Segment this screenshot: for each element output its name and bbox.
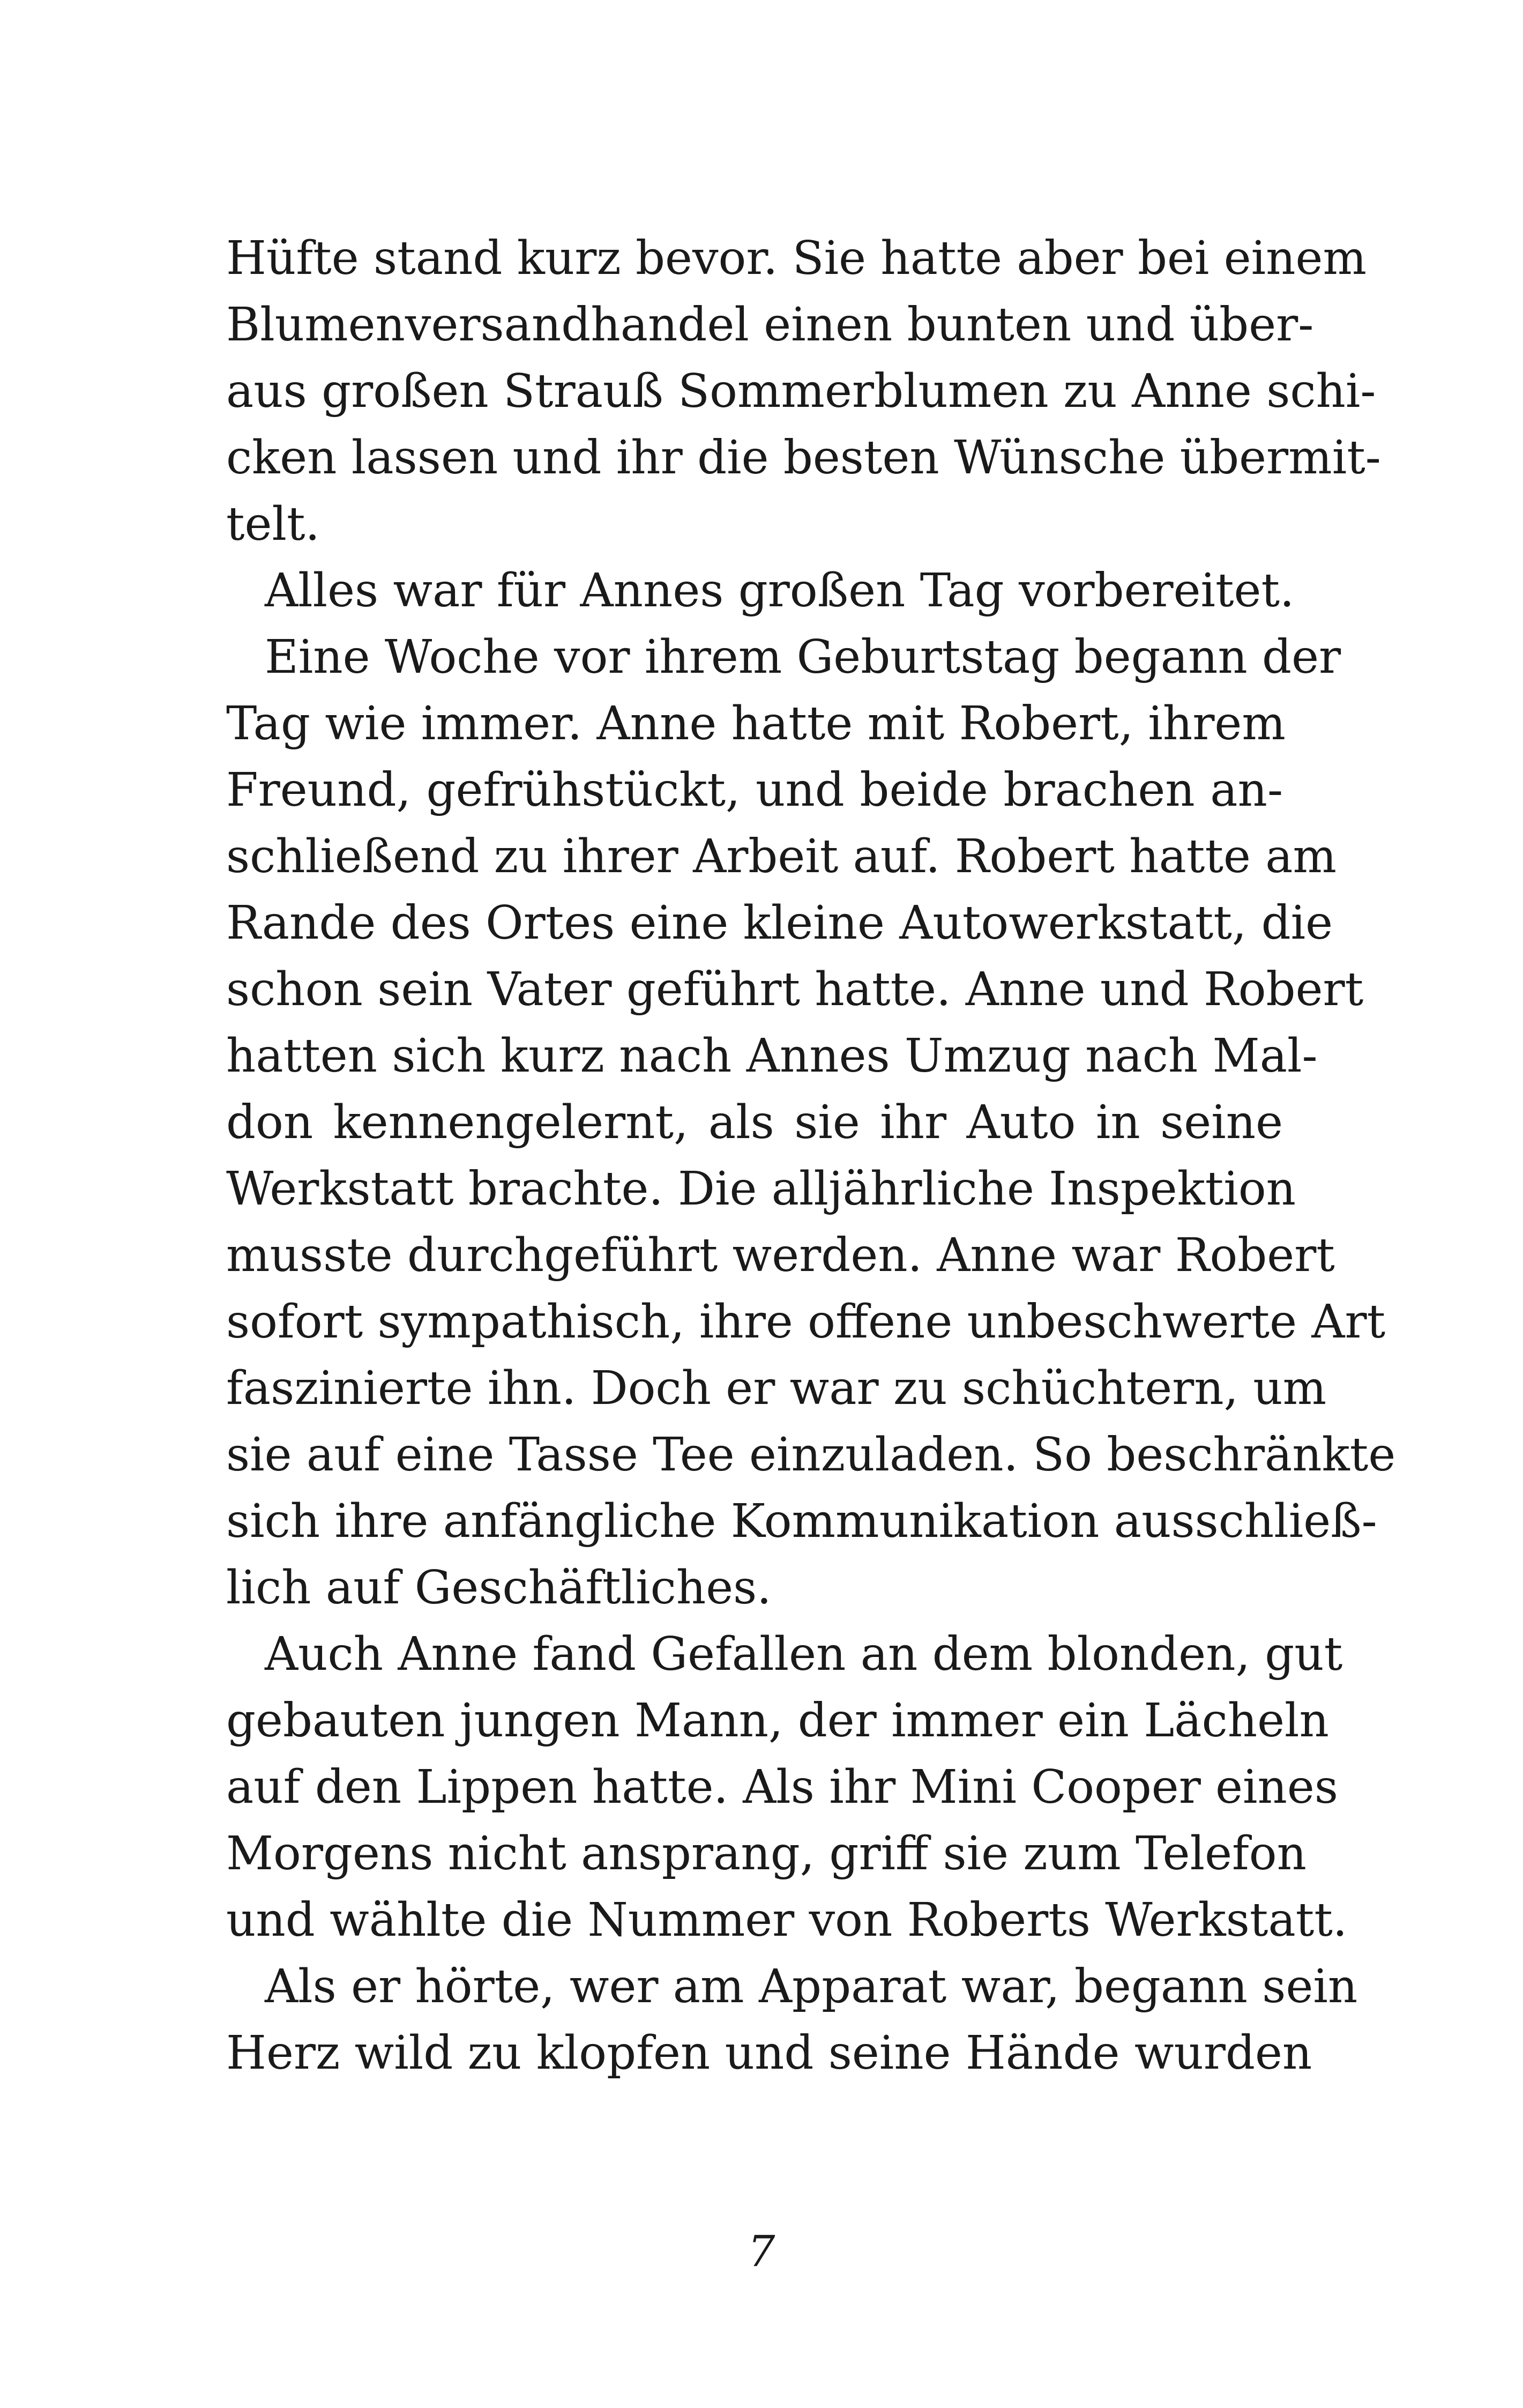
text-line: und wählte die Nummer von Roberts Werkstatt.	[226, 1893, 1348, 1947]
text-line: sich ihre anfängliche Kommunikation ausschließ-	[226, 1495, 1377, 1548]
text-line: Blumenversandhandel einen bunten und über-	[226, 298, 1314, 352]
text-line: telt.	[226, 497, 320, 551]
text-line: Werkstatt brachte. Die alljährliche Inspektion	[226, 1162, 1296, 1216]
text-line: schon sein Vater geführt hatte. Anne und Robert	[226, 963, 1364, 1016]
text-line: don kennengelernt, als sie ihr Auto in seine	[226, 1096, 1283, 1149]
text-line: Alles war für Annes großen Tag vorbereitet.	[265, 564, 1295, 618]
text-line: schließend zu ihrer Arbeit auf. Robert hatte am	[226, 830, 1337, 883]
text-line: Eine Woche vor ihrem Geburtstag begann der	[265, 630, 1341, 684]
text-line: musste durchgeführt werden. Anne war Robert	[226, 1229, 1335, 1282]
text-line: Hüfte stand kurz bevor. Sie hatte aber bei einem	[226, 232, 1367, 285]
text-line: Als er hörte, wer am Apparat war, begann sein	[265, 1960, 1358, 2013]
body-text	[226, 225, 1396, 2086]
text-line: Rande des Ortes eine kleine Autowerkstatt, die	[226, 896, 1333, 950]
text-line: Freund, gefrühstückt, und beide brachen an-	[226, 763, 1283, 817]
text-line: Auch Anne fand Gefallen an dem blonden, gut	[265, 1627, 1343, 1681]
text-line: aus großen Strauß Sommerblumen zu Anne schi-	[226, 365, 1376, 418]
text-line: sie auf eine Tasse Tee einzuladen. So beschränkte	[226, 1428, 1396, 1482]
text-line: gebauten jungen Mann, der immer ein Lächeln	[226, 1694, 1329, 1748]
text-line: Morgens nicht ansprang, griff sie zum Telefon	[226, 1827, 1307, 1881]
text-line: sofort sympathisch, ihre offene unbeschwerte Art	[226, 1295, 1386, 1349]
text-line: Tag wie immer. Anne hatte mit Robert, ihrem	[226, 697, 1286, 750]
text-line: faszinierte ihn. Doch er war zu schüchtern, um	[226, 1362, 1327, 1415]
page-number: 7	[748, 2226, 775, 2276]
text-line: hatten sich kurz nach Annes Umzug nach Mal-	[226, 1029, 1318, 1083]
text-line: auf den Lippen hatte. Als ihr Mini Cooper eines	[226, 1760, 1338, 1814]
text-line: cken lassen und ihr die besten Wünsche übermit-	[226, 431, 1381, 485]
text-line: lich auf Geschäftliches.	[226, 1561, 772, 1615]
text-line: Herz wild zu klopfen und seine Hände wurden	[226, 2026, 1312, 2080]
